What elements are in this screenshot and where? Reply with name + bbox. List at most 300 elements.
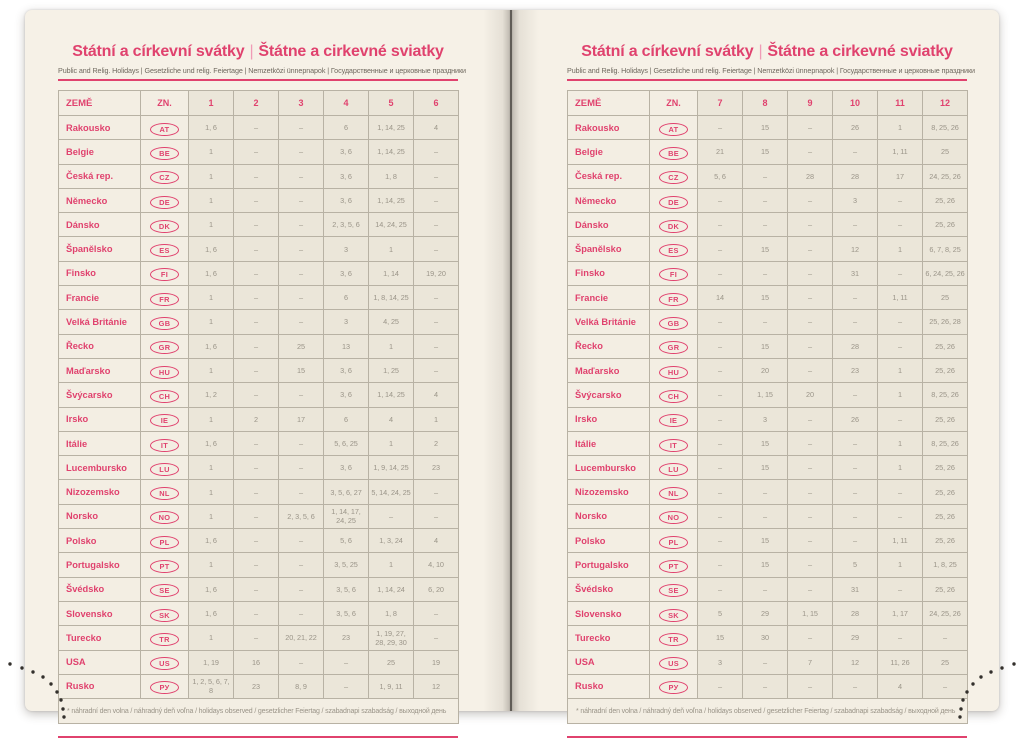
holiday-dates-cell: 3, 6 <box>324 164 369 188</box>
holiday-dates-cell: 25, 26 <box>923 213 968 237</box>
title-czech: Státní a církevní svátky <box>581 43 754 60</box>
holiday-dates-cell: 1 <box>878 431 923 455</box>
table-row <box>59 431 459 455</box>
holiday-dates-cell: – <box>234 626 279 650</box>
holiday-dates-cell: – <box>279 577 324 601</box>
country-name: Belgie <box>568 140 650 164</box>
country-code-cell <box>650 431 698 455</box>
table-row <box>59 334 459 358</box>
country-code-badge: CZ <box>659 171 688 184</box>
page-title <box>58 10 458 61</box>
holiday-dates-cell: 14, 24, 25 <box>369 213 414 237</box>
holiday-dates-cell: 15 <box>743 431 788 455</box>
holiday-dates-cell: 6, 24, 25, 26 <box>923 261 968 285</box>
holiday-dates-cell: – <box>788 456 833 480</box>
table-row <box>568 577 968 601</box>
holiday-dates-cell: 1, 6 <box>189 577 234 601</box>
holiday-dates-cell: – <box>788 310 833 334</box>
header-row <box>568 91 968 116</box>
holiday-dates-cell: – <box>833 674 878 698</box>
table-footnote: * náhradní den volna / náhradný deň voľna / holidays observed / gesetzlicher Feiertag / szabadnapi szabadság / выходной день <box>59 699 459 724</box>
table-row <box>568 480 968 504</box>
country-code-badge: GB <box>150 317 179 330</box>
table-row <box>59 456 459 480</box>
title-underline <box>567 79 967 81</box>
holiday-dates-cell: 26 <box>833 116 878 140</box>
holiday-dates-cell: 1 <box>189 140 234 164</box>
column-header: ZEMĚ <box>568 91 650 116</box>
diary-page-left <box>25 10 512 715</box>
holiday-dates-cell: 1 <box>189 407 234 431</box>
country-code-cell <box>650 626 698 650</box>
country-code-badge: IE <box>150 414 179 427</box>
table-row <box>59 261 459 285</box>
country-name: Rusko <box>59 674 141 698</box>
holiday-dates-cell: 11, 26 <box>878 650 923 674</box>
table-row <box>59 601 459 625</box>
holiday-dates-cell: – <box>414 601 459 625</box>
country-name: Nizozemsko <box>568 480 650 504</box>
holiday-dates-cell: 25, 26, 28 <box>923 310 968 334</box>
holiday-dates-cell: – <box>234 504 279 528</box>
country-code-badge: DK <box>150 220 179 233</box>
holiday-dates-cell: 3, 5, 6 <box>324 601 369 625</box>
holiday-dates-cell: 6 <box>324 116 369 140</box>
country-code-badge: SE <box>150 584 179 597</box>
country-code-badge: LU <box>150 463 179 476</box>
holiday-dates-cell: 1 <box>878 358 923 382</box>
holiday-dates-cell: 1 <box>878 456 923 480</box>
column-header: 4 <box>324 91 369 116</box>
country-name: Švýcarsko <box>568 383 650 407</box>
holiday-dates-cell: 1, 11 <box>878 529 923 553</box>
holiday-dates-cell: 3, 5, 6 <box>324 577 369 601</box>
holiday-dates-cell: 1 <box>189 456 234 480</box>
country-name: Itálie <box>59 431 141 455</box>
country-code-cell <box>650 577 698 601</box>
holiday-dates-cell: 3, 6 <box>324 140 369 164</box>
country-code-badge: PL <box>659 536 688 549</box>
holiday-dates-cell: 5, 6, 25 <box>324 431 369 455</box>
holiday-dates-cell: 3, 5, 6, 27 <box>324 480 369 504</box>
table-row <box>59 626 459 650</box>
holiday-dates-cell: 2 <box>414 431 459 455</box>
holiday-dates-cell: – <box>788 674 833 698</box>
holiday-dates-cell: 15 <box>698 626 743 650</box>
holiday-dates-cell: – <box>743 480 788 504</box>
country-name: Norsko <box>59 504 141 528</box>
holiday-dates-cell: 5, 6 <box>324 529 369 553</box>
holiday-dates-cell: – <box>234 188 279 212</box>
country-code-badge: US <box>659 657 688 670</box>
table-row <box>568 456 968 480</box>
holiday-dates-cell: – <box>414 213 459 237</box>
holiday-dates-cell: – <box>279 553 324 577</box>
holiday-dates-cell: – <box>833 529 878 553</box>
holiday-dates-cell: 4, 10 <box>414 553 459 577</box>
table-footnote: * náhradní den volna / náhradný deň voľna / holidays observed / gesetzlicher Feiertag / szabadnapi szabadság / выходной день <box>568 699 968 724</box>
holiday-dates-cell: 1 <box>189 213 234 237</box>
holiday-dates-cell: – <box>279 116 324 140</box>
column-header: 2 <box>234 91 279 116</box>
country-name: Polsko <box>59 529 141 553</box>
holiday-dates-cell: – <box>234 577 279 601</box>
holiday-dates-cell: – <box>698 116 743 140</box>
country-code-badge: NL <box>659 487 688 500</box>
holiday-dates-cell: 6 <box>324 286 369 310</box>
country-name: Maďarsko <box>568 358 650 382</box>
holiday-dates-cell: – <box>743 674 788 698</box>
page-subtitle: Public and Relig. Holidays | Gesetzliche und relig. Feiertage | Nemzetközi ünnepnapok | Государственные и церковные праздники <box>58 66 466 75</box>
holiday-dates-cell: 20 <box>743 358 788 382</box>
holiday-dates-cell: 25, 26 <box>923 188 968 212</box>
holiday-dates-cell: – <box>833 213 878 237</box>
holiday-dates-cell: – <box>698 480 743 504</box>
holiday-dates-cell: 24, 25, 26 <box>923 601 968 625</box>
holiday-dates-cell: – <box>414 310 459 334</box>
header-row <box>59 91 459 116</box>
country-code-cell <box>141 674 189 698</box>
country-code-badge: CH <box>150 390 179 403</box>
table-row <box>568 601 968 625</box>
country-code-badge: ES <box>659 244 688 257</box>
holiday-dates-cell: – <box>878 480 923 504</box>
country-code-badge: BE <box>150 147 179 160</box>
country-code-cell <box>650 310 698 334</box>
holiday-dates-cell: 17 <box>878 164 923 188</box>
holiday-dates-cell: 3, 5, 25 <box>324 553 369 577</box>
holiday-dates-cell: 1, 14, 17, 24, 25 <box>324 504 369 528</box>
holiday-dates-cell: 25 <box>279 334 324 358</box>
holiday-dates-cell: 3 <box>698 650 743 674</box>
table-row <box>568 358 968 382</box>
country-code-badge: IE <box>659 414 688 427</box>
country-code-badge: SE <box>659 584 688 597</box>
holiday-dates-cell: 15 <box>743 116 788 140</box>
column-header: 3 <box>279 91 324 116</box>
title-separator: | <box>758 43 763 60</box>
column-header: ZN. <box>650 91 698 116</box>
column-header: ZN. <box>141 91 189 116</box>
holiday-dates-cell: – <box>414 480 459 504</box>
country-code-cell <box>141 650 189 674</box>
holiday-dates-cell: 25, 26 <box>923 529 968 553</box>
country-name: Portugalsko <box>568 553 650 577</box>
holiday-dates-cell: – <box>279 456 324 480</box>
holiday-dates-cell: 1, 15 <box>743 383 788 407</box>
country-code-cell <box>141 601 189 625</box>
holiday-dates-cell: – <box>833 480 878 504</box>
holiday-dates-cell: 1, 2, 5, 6, 7, 8 <box>189 674 234 698</box>
table-row <box>568 674 968 698</box>
country-code-badge: SK <box>150 609 179 622</box>
country-code-cell <box>141 140 189 164</box>
holiday-dates-cell: 8, 9 <box>279 674 324 698</box>
holiday-dates-cell: 1 <box>414 407 459 431</box>
holiday-dates-cell: – <box>414 164 459 188</box>
country-name: Rakousko <box>59 116 141 140</box>
title-separator: | <box>249 43 254 60</box>
country-code-cell <box>650 480 698 504</box>
country-code-cell <box>141 529 189 553</box>
country-code-cell <box>141 480 189 504</box>
holiday-dates-cell: – <box>234 140 279 164</box>
country-name: Turecko <box>59 626 141 650</box>
country-code-badge: IT <box>150 439 179 452</box>
title-slovak: Štátne a cirkevné sviatky <box>258 43 444 60</box>
holiday-dates-cell: 1, 3, 24 <box>369 529 414 553</box>
table-row <box>59 358 459 382</box>
country-code-cell <box>650 601 698 625</box>
holiday-dates-cell: 1, 6 <box>189 116 234 140</box>
country-code-badge: GR <box>150 341 179 354</box>
country-name: Turecko <box>568 626 650 650</box>
holiday-dates-cell: – <box>743 213 788 237</box>
holiday-dates-cell: 25, 26 <box>923 480 968 504</box>
holiday-dates-cell: – <box>279 213 324 237</box>
holiday-dates-cell: 20 <box>788 383 833 407</box>
table-row <box>568 553 968 577</box>
holiday-dates-cell: – <box>878 213 923 237</box>
holiday-dates-cell: 29 <box>833 626 878 650</box>
holiday-dates-cell: – <box>788 553 833 577</box>
country-code-badge: NL <box>150 487 179 500</box>
table-row <box>59 674 459 698</box>
table-row <box>568 407 968 431</box>
holiday-dates-cell: – <box>788 480 833 504</box>
holiday-dates-cell: – <box>234 529 279 553</box>
holiday-dates-cell: – <box>698 529 743 553</box>
holiday-dates-cell: 3, 6 <box>324 383 369 407</box>
footnote-row <box>568 699 968 724</box>
holiday-dates-cell: – <box>923 674 968 698</box>
table-row <box>568 261 968 285</box>
country-name: Belgie <box>59 140 141 164</box>
holiday-dates-cell: 25 <box>369 650 414 674</box>
holiday-dates-cell: – <box>414 140 459 164</box>
country-code-cell <box>650 407 698 431</box>
holiday-dates-cell: 23 <box>833 358 878 382</box>
country-code-cell <box>650 188 698 212</box>
page-title <box>567 10 967 61</box>
holiday-dates-cell: – <box>234 310 279 334</box>
holiday-dates-cell: 1 <box>189 286 234 310</box>
holiday-dates-cell: 26 <box>833 407 878 431</box>
country-name: Francie <box>568 286 650 310</box>
country-name: Česká rep. <box>568 164 650 188</box>
country-name: Lucembursko <box>59 456 141 480</box>
holiday-dates-cell: 1, 8 <box>369 601 414 625</box>
holiday-dates-cell: 1, 15 <box>788 601 833 625</box>
table-row <box>59 213 459 237</box>
table-row <box>568 237 968 261</box>
holiday-dates-cell: – <box>878 407 923 431</box>
country-code-badge: CZ <box>150 171 179 184</box>
country-code-cell <box>650 504 698 528</box>
title-slovak: Štátne a cirkevné sviatky <box>767 43 953 60</box>
holiday-dates-cell: – <box>234 237 279 261</box>
holiday-dates-cell: 14 <box>698 286 743 310</box>
holiday-dates-cell: – <box>279 286 324 310</box>
country-code-badge: FI <box>150 268 179 281</box>
holiday-dates-cell: 15 <box>743 286 788 310</box>
holiday-dates-cell: 5 <box>698 601 743 625</box>
country-code-badge: FI <box>659 268 688 281</box>
holiday-dates-cell: 12 <box>414 674 459 698</box>
column-header: 12 <box>923 91 968 116</box>
holiday-dates-cell: – <box>743 261 788 285</box>
table-row <box>568 504 968 528</box>
holiday-dates-cell: – <box>743 577 788 601</box>
country-name: Německo <box>59 188 141 212</box>
holiday-dates-cell: – <box>698 431 743 455</box>
holiday-dates-cell: – <box>878 504 923 528</box>
table-row <box>59 286 459 310</box>
holiday-dates-cell: – <box>743 164 788 188</box>
holiday-dates-cell: 1, 14, 25 <box>369 383 414 407</box>
country-name: Švédsko <box>568 577 650 601</box>
holiday-dates-cell: 5 <box>833 553 878 577</box>
table-row <box>59 529 459 553</box>
holiday-dates-cell: 1, 14, 25 <box>369 140 414 164</box>
holiday-dates-cell: – <box>833 383 878 407</box>
holiday-dates-cell: 15 <box>743 529 788 553</box>
country-name: USA <box>568 650 650 674</box>
country-name: Rusko <box>568 674 650 698</box>
holiday-dates-cell: 3 <box>743 407 788 431</box>
holiday-dates-cell: 21 <box>698 140 743 164</box>
country-code-badge: TR <box>659 633 688 646</box>
country-name: Finsko <box>568 261 650 285</box>
holiday-dates-cell: – <box>833 504 878 528</box>
holiday-dates-cell: 8, 25, 26 <box>923 116 968 140</box>
holiday-dates-cell: – <box>788 358 833 382</box>
holiday-dates-cell: – <box>698 213 743 237</box>
holiday-dates-cell: – <box>324 650 369 674</box>
holiday-dates-cell: – <box>279 164 324 188</box>
column-header: 5 <box>369 91 414 116</box>
holiday-dates-cell: – <box>698 261 743 285</box>
column-header: 1 <box>189 91 234 116</box>
holiday-dates-cell: 1, 14, 25 <box>369 188 414 212</box>
holiday-dates-cell: 1, 11 <box>878 286 923 310</box>
holiday-dates-cell: 23 <box>234 674 279 698</box>
holidays-table-jan-jun <box>58 90 459 724</box>
holiday-dates-cell: 15 <box>743 553 788 577</box>
holiday-dates-cell: – <box>414 237 459 261</box>
column-header: 6 <box>414 91 459 116</box>
country-code-cell <box>141 164 189 188</box>
holiday-dates-cell: 2, 3, 5, 6 <box>279 504 324 528</box>
footnote-row <box>59 699 459 724</box>
holiday-dates-cell: – <box>788 140 833 164</box>
holiday-dates-cell: 4, 25 <box>369 310 414 334</box>
holiday-dates-cell: 1, 8 <box>369 164 414 188</box>
holiday-dates-cell: 24, 25, 26 <box>923 164 968 188</box>
country-code-badge: HU <box>659 366 688 379</box>
holiday-dates-cell: 1, 19, 27, 28, 29, 30 <box>369 626 414 650</box>
holiday-dates-cell: 25, 26 <box>923 334 968 358</box>
holiday-dates-cell: 31 <box>833 261 878 285</box>
table-row <box>568 310 968 334</box>
country-code-badge: ES <box>150 244 179 257</box>
holiday-dates-cell: 1, 9, 11 <box>369 674 414 698</box>
holiday-dates-cell: 3 <box>833 188 878 212</box>
country-code-cell <box>141 431 189 455</box>
holiday-dates-cell: 1, 19 <box>189 650 234 674</box>
holiday-dates-cell: 25 <box>923 286 968 310</box>
holiday-dates-cell: 1 <box>369 334 414 358</box>
holiday-dates-cell: 1, 2 <box>189 383 234 407</box>
holiday-dates-cell: – <box>279 529 324 553</box>
holiday-dates-cell: 12 <box>833 237 878 261</box>
holiday-dates-cell: – <box>833 286 878 310</box>
holiday-dates-cell: 1 <box>878 116 923 140</box>
holiday-dates-cell: 1 <box>189 553 234 577</box>
diary-spread <box>25 10 999 715</box>
table-row <box>568 383 968 407</box>
country-code-cell <box>650 213 698 237</box>
holiday-dates-cell: – <box>698 407 743 431</box>
country-code-cell <box>141 237 189 261</box>
holiday-dates-cell: 1, 6 <box>189 529 234 553</box>
holiday-dates-cell: – <box>234 553 279 577</box>
holiday-dates-cell: 2 <box>234 407 279 431</box>
table-row <box>568 529 968 553</box>
holiday-dates-cell: – <box>279 140 324 164</box>
holiday-dates-cell: 4 <box>414 116 459 140</box>
country-name: Německo <box>568 188 650 212</box>
holiday-dates-cell: 3 <box>324 310 369 334</box>
holiday-dates-cell: – <box>234 480 279 504</box>
holiday-dates-cell: – <box>279 261 324 285</box>
country-code-cell <box>650 164 698 188</box>
country-code-badge: FR <box>150 293 179 306</box>
holiday-dates-cell: 1 <box>369 553 414 577</box>
country-code-cell <box>141 188 189 212</box>
table-row <box>568 188 968 212</box>
holiday-dates-cell: 16 <box>234 650 279 674</box>
country-code-badge: FR <box>659 293 688 306</box>
country-code-badge: NO <box>150 511 179 524</box>
holiday-dates-cell: 1 <box>189 188 234 212</box>
country-name: Švýcarsko <box>59 383 141 407</box>
holiday-dates-cell: – <box>923 626 968 650</box>
holiday-dates-cell: 30 <box>743 626 788 650</box>
holiday-dates-cell: 1, 14 <box>369 261 414 285</box>
holiday-dates-cell: – <box>698 456 743 480</box>
holiday-dates-cell: – <box>788 577 833 601</box>
column-header: 11 <box>878 91 923 116</box>
holiday-dates-cell: – <box>743 650 788 674</box>
holiday-dates-cell: – <box>279 310 324 334</box>
holiday-dates-cell: 19, 20 <box>414 261 459 285</box>
holiday-dates-cell: 1, 25 <box>369 358 414 382</box>
table-row <box>568 140 968 164</box>
holiday-dates-cell: 1, 6 <box>189 601 234 625</box>
holiday-dates-cell: – <box>833 456 878 480</box>
holiday-dates-cell: 6, 20 <box>414 577 459 601</box>
holiday-dates-cell: 1, 6 <box>189 334 234 358</box>
page-subtitle: Public and Relig. Holidays | Gesetzliche und relig. Feiertage | Nemzetközi ünnepnapok | Государственные и церковные праздники <box>567 66 975 75</box>
holiday-dates-cell: – <box>698 310 743 334</box>
holiday-dates-cell: – <box>234 383 279 407</box>
country-name: Velká Británie <box>568 310 650 334</box>
holiday-dates-cell: 1 <box>878 383 923 407</box>
country-code-cell <box>141 626 189 650</box>
country-name: Irsko <box>568 407 650 431</box>
holiday-dates-cell: – <box>788 334 833 358</box>
